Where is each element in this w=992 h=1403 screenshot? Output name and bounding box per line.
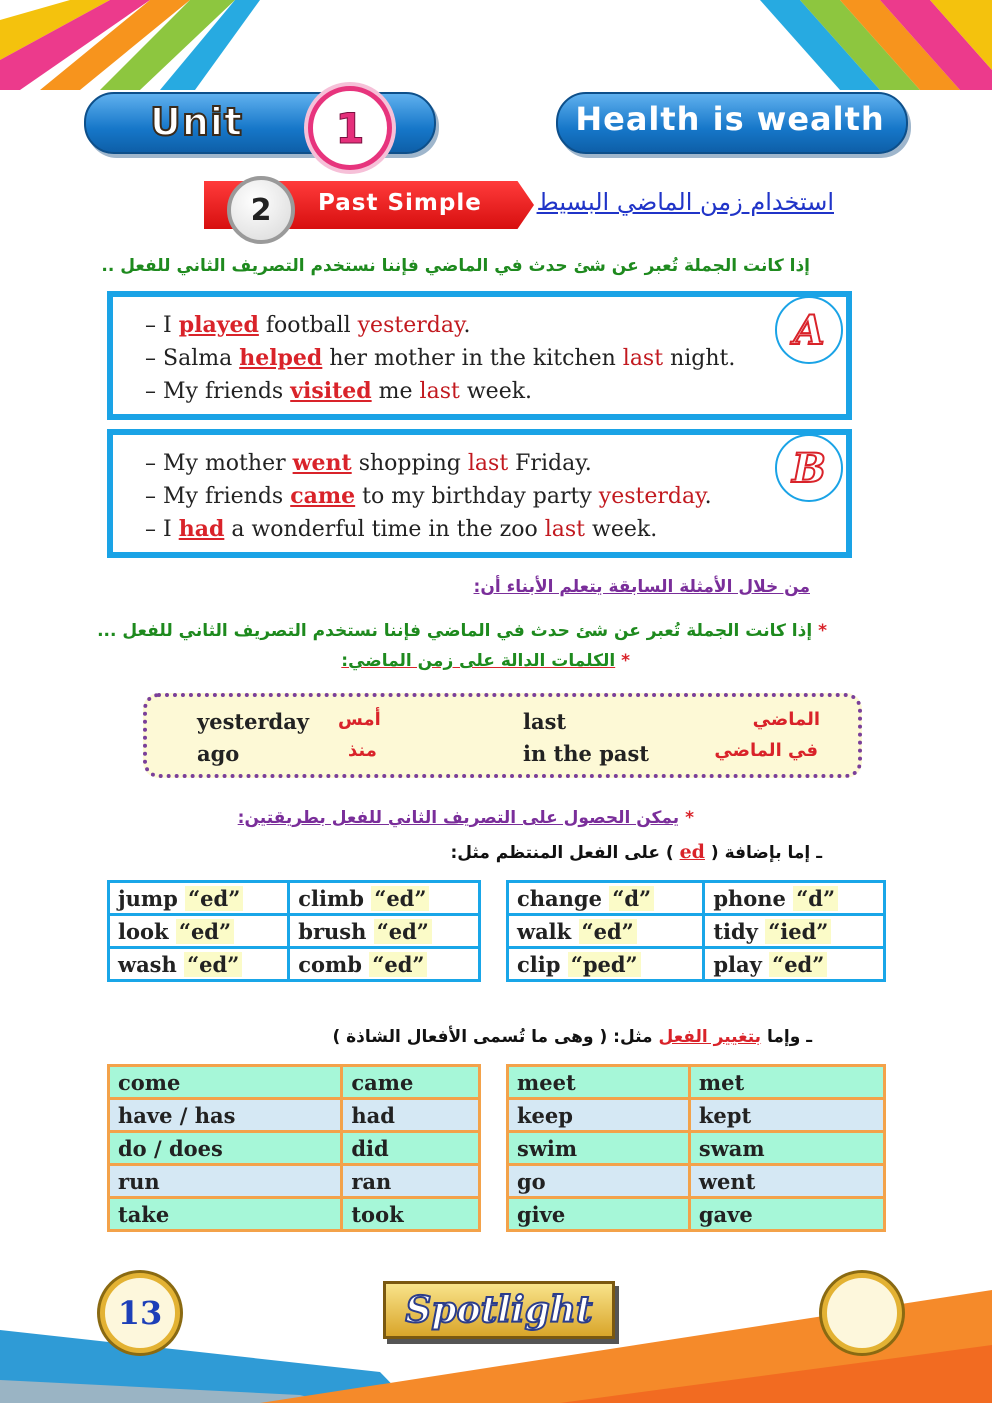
keyword-en: last xyxy=(523,709,567,734)
page-number: 13 xyxy=(100,1273,180,1353)
table-row: clip “ped” play “ed” xyxy=(509,949,883,979)
past-verb: had xyxy=(178,516,225,542)
unit-title: Health is wealth xyxy=(575,100,885,138)
badge-a: A xyxy=(775,296,843,364)
unit-label: Unit xyxy=(150,100,244,144)
learn-heading: من خلال الأمثلة السابقة يتعلم الأبناء أن: xyxy=(473,577,810,597)
sentence-b3: – I had a wonderful time in the zoo last week. xyxy=(145,516,658,542)
table-row: run ran xyxy=(110,1166,478,1196)
learn-rule: * إذا كانت الجملة تُعبر عن شئ حدث في الماضي فإننا نستخدم التصريف الثاني للفعل ... xyxy=(97,621,827,641)
time-word: yesterday xyxy=(598,484,705,509)
table-row: have / has had xyxy=(110,1100,478,1130)
keyword-en: ago xyxy=(197,741,240,766)
table-row: jump “ed” climb “ed” xyxy=(110,883,478,913)
table-row: do / does did xyxy=(110,1133,478,1163)
time-word: last xyxy=(622,346,664,371)
time-word: yesterday xyxy=(357,313,464,338)
sentence-a2: – Salma helped her mother in the kitchen last night. xyxy=(145,345,736,371)
table-row: give gave xyxy=(509,1199,883,1229)
keyword-ar: في الماضي xyxy=(714,740,818,761)
badge-b: B xyxy=(775,434,843,502)
table-row: walk “ed” tidy “ied” xyxy=(509,916,883,946)
empty-circle-icon xyxy=(822,1273,902,1353)
unit-number-badge: 1 xyxy=(308,86,392,170)
past-verb: played xyxy=(178,312,259,338)
lesson-number-badge: 2 xyxy=(227,176,295,244)
table-row: come came xyxy=(110,1067,478,1097)
two-ways-heading: * يمكن الحصول على التصريف الثاني للفعل بطريقتين: xyxy=(237,808,694,828)
table-row: wash “ed” comb “ed” xyxy=(110,949,478,979)
keyword-ar: أمس xyxy=(338,709,381,730)
way-two: ـ وإما بتغيير الفعل مثل: ( وهى ما تُسمى الأفعال الشاذة ) xyxy=(332,1027,812,1047)
table-row: change “d” phone “d” xyxy=(509,883,883,913)
table-row: look “ed” brush “ed” xyxy=(110,916,478,946)
rule-intro: إذا كانت الجملة تُعبر عن شئ حدث في الماضي فإننا نستخدم التصريف الثاني للفعل .. xyxy=(101,256,810,276)
lesson-title-arabic: استخدام زمن الماضي البسيط xyxy=(536,188,834,216)
keyword-en: yesterday xyxy=(197,709,310,734)
way-one: ـ إما بإضافة ( ed ) على الفعل المنتظم مثل: xyxy=(450,841,822,863)
keyword-ar: منذ xyxy=(348,740,377,761)
past-verb: helped xyxy=(239,345,323,371)
time-word: last xyxy=(544,517,586,542)
sentence-a1: – I played football yesterday. xyxy=(145,312,471,338)
table-row: meet met xyxy=(509,1067,883,1097)
keyword-ar: الماضي xyxy=(752,709,820,730)
table-row: take took xyxy=(110,1199,478,1229)
time-word: last xyxy=(467,451,509,476)
keywords-heading: * الكلمات الدالة على زمن الماضي: xyxy=(341,651,630,671)
table-row: keep kept xyxy=(509,1100,883,1130)
past-verb: came xyxy=(290,483,356,509)
time-word: last xyxy=(419,379,460,404)
sentence-a3: – My friends visited me last week. xyxy=(145,378,533,404)
sentence-b2: – My friends came to my birthday party yesterday. xyxy=(145,483,712,509)
table-row: go went xyxy=(509,1166,883,1196)
sentence-b1: – My mother went shopping last Friday. xyxy=(145,450,592,476)
past-verb: visited xyxy=(290,378,372,404)
past-verb: went xyxy=(292,450,352,476)
keyword-en: in the past xyxy=(523,741,650,766)
table-row: swim swam xyxy=(509,1133,883,1163)
brand-logo: Spotlight xyxy=(383,1281,615,1339)
lesson-title: Past Simple xyxy=(318,190,482,216)
